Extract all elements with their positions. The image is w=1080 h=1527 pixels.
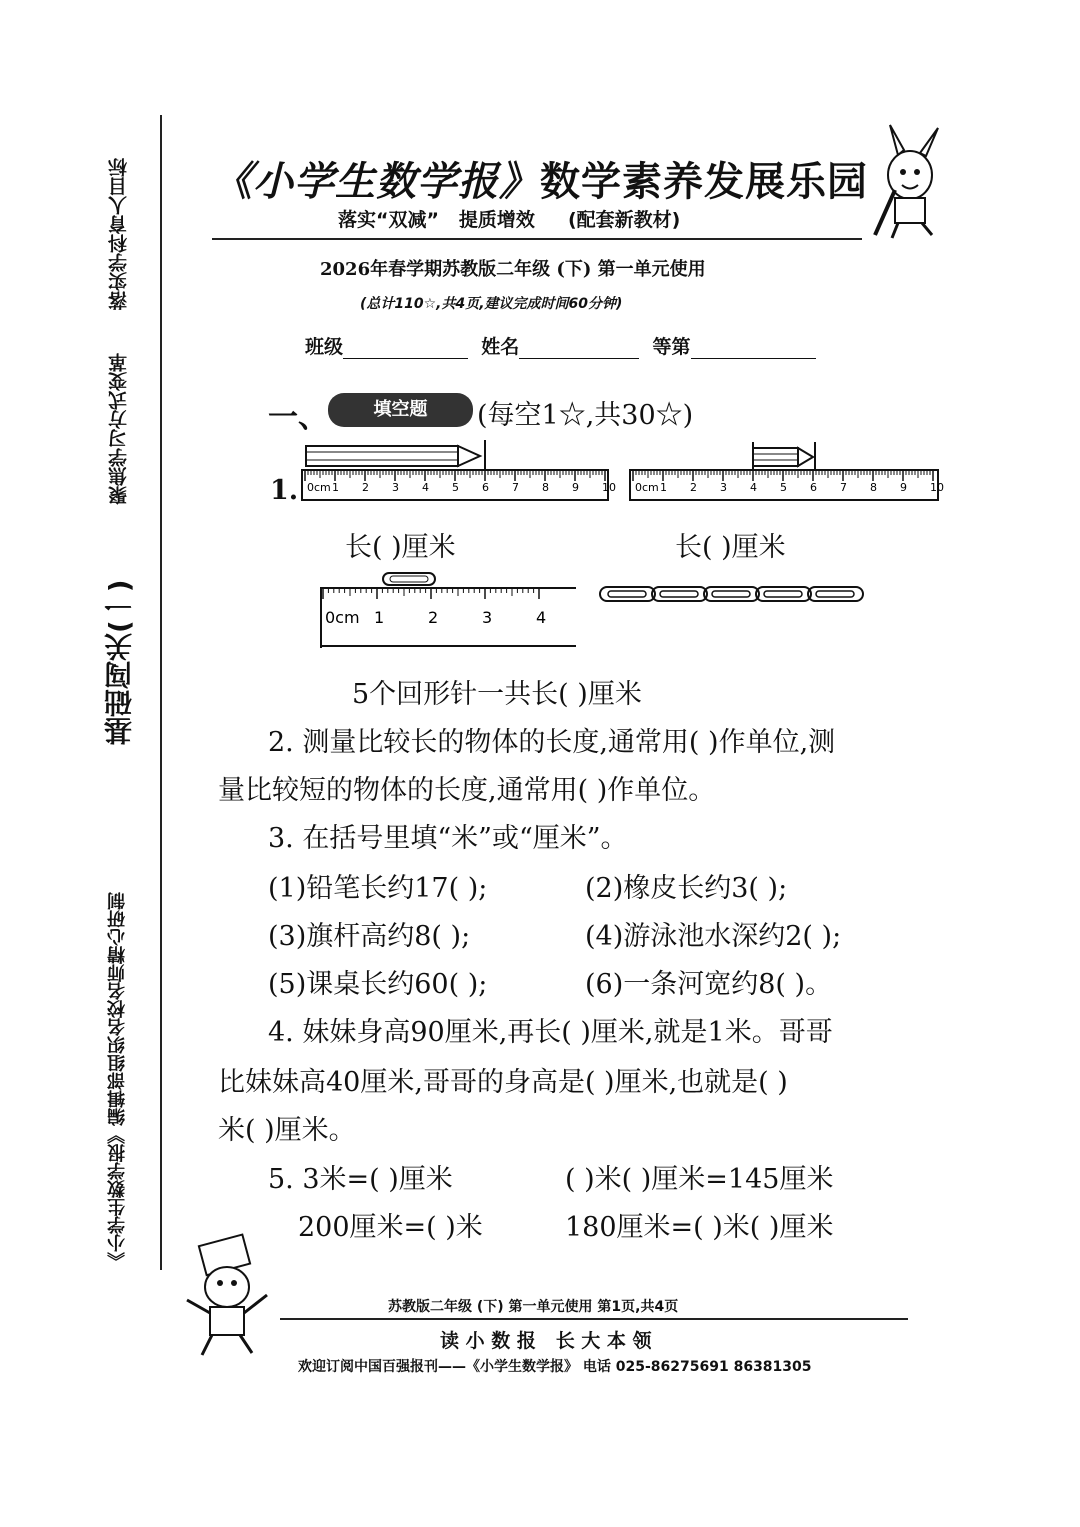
brand-name: 《小学生数学报》: [212, 158, 540, 205]
q1-length-b: 长( )厘米: [675, 532, 786, 563]
q3-item-6: (6)一条河宽约8( )。: [585, 969, 833, 1000]
q1-number: 1.: [270, 475, 299, 506]
ruler-tick-label: 8: [870, 481, 877, 494]
q3-item-2: (2)橡皮长约3( );: [585, 873, 788, 904]
ruler-tick-label: 5: [452, 481, 459, 494]
section1-banner: [328, 393, 473, 427]
grade-label: 等第: [652, 336, 691, 358]
ruler-tick-label: 4: [536, 608, 547, 627]
q4-line2: 比妹妹高40厘米,哥哥的身高是( )厘米,也就是( ): [218, 1067, 788, 1098]
paperclip-inner: [816, 591, 854, 597]
ruler-tick-label: 1: [332, 481, 339, 494]
paperclip-inner: [764, 591, 802, 597]
edition-line: 2026年春学期苏教版二年级 (下) 第一单元使用: [320, 259, 706, 280]
class-field[interactable]: [343, 338, 468, 359]
q3-title: 3. 在括号里填“米”或“厘米”。: [268, 823, 628, 854]
section1-number: 一、: [268, 400, 328, 435]
ruler-unit-label: 0cm: [635, 481, 659, 494]
footer-edition: 苏教版二年级 (下) 第一单元使用 第1页,共4页: [388, 1299, 679, 1315]
paperclip-inner: [712, 591, 750, 597]
header-rule: [212, 238, 862, 240]
exam-note: (总计110☆,共4页,建议完成时间60分钟): [360, 296, 623, 312]
tag-quality: 提质增效: [458, 209, 535, 231]
grade-field[interactable]: [691, 338, 816, 359]
ruler-tick-label: 3: [720, 481, 727, 494]
q1-clips-question: 5个回形针一共长( )厘米: [352, 679, 642, 710]
section-title: 数学素养发展乐园: [540, 158, 868, 205]
ruler-tick-label: 1: [660, 481, 667, 494]
name-label: 姓名: [481, 336, 520, 358]
ruler-tick-label: 10: [602, 481, 616, 494]
sidebar-divider: [160, 115, 162, 1270]
q5-a: 5. 3米=( )厘米: [268, 1164, 453, 1195]
ruler-tick-label: 2: [362, 481, 369, 494]
ruler-tick-label: 6: [482, 481, 489, 494]
ruler-tick-label: 4: [422, 481, 429, 494]
paperclip-inner: [608, 591, 646, 597]
ruler-tick-label: 6: [810, 481, 817, 494]
ruler-unit-label: 0cm: [325, 608, 360, 627]
q4-line1: 4. 妹妹身高90厘米,再长( )厘米,就是1米。哥哥: [268, 1017, 833, 1048]
ruler-tick-label: 8: [542, 481, 549, 494]
q5-c: 200厘米=( )米: [298, 1212, 483, 1243]
ruler-unit-label: 0cm: [307, 481, 331, 494]
student-info-row: [305, 332, 816, 359]
q3-item-4: (4)游泳池水深约2( );: [585, 921, 842, 952]
q1-length-a: 长( )厘米: [345, 532, 456, 563]
ruler-tick-label: 9: [900, 481, 907, 494]
q3-item-1: (1)铅笔长约17( );: [268, 873, 488, 904]
ruler-small: [318, 568, 580, 650]
section1-score: (每空1☆,共30☆): [477, 400, 694, 431]
ruler-tick-label: 7: [512, 481, 519, 494]
masthead-tags: [338, 205, 680, 232]
sidebar-text-top: 落实学科育人目标: [108, 158, 130, 310]
ruler-tick-label: 2: [690, 481, 697, 494]
masthead-title: [212, 150, 868, 207]
ruler-tick-label: 10: [930, 481, 944, 494]
footer-rule: [280, 1318, 908, 1320]
section1-banner-text: 填空题: [373, 399, 428, 420]
ruler-tick-label: 4: [750, 481, 757, 494]
ruler-tick-label: 2: [428, 608, 439, 627]
sidebar-section-title: 基础闯关(一): [103, 579, 136, 745]
q4-line3: 米( )厘米。: [218, 1115, 356, 1146]
ruler-tick-label: 1: [374, 608, 385, 627]
ruler-tick-label: 3: [392, 481, 399, 494]
paperclip-inner: [660, 591, 698, 597]
name-field[interactable]: [519, 338, 639, 359]
sidebar-text-bottom: 《小学生数学报》编辑部组织名校名师精心研制: [107, 892, 128, 1270]
q2-line2: 量比较短的物体的长度,通常用( )作单位。: [218, 775, 716, 806]
ruler-tick-label: 5: [780, 481, 787, 494]
q5-d: 180厘米=( )米( )厘米: [565, 1212, 834, 1243]
ruler-tick-label: 9: [572, 481, 579, 494]
tag-double-reduction: 落实“双减”: [338, 209, 439, 231]
ruler-b: [628, 440, 944, 505]
q3-item-5: (5)课桌长约60( );: [268, 969, 488, 1000]
q5-b: ( )米( )厘米=145厘米: [565, 1164, 834, 1195]
sidebar-text-mid: 聚焦学习方式变革: [108, 353, 130, 505]
ruler-tick-label: 3: [482, 608, 493, 627]
footer-contact: 欢迎订阅中国百强报刊——《小学生数学报》 电话 025-86275691 86381305: [298, 1359, 812, 1375]
ruler-a: [300, 440, 616, 505]
footer-slogan: 读 小 数 报 长 大 本 领: [440, 1330, 652, 1352]
class-label: 班级: [305, 336, 344, 358]
mascot-footer-icon: [172, 1235, 282, 1360]
mascot-rabbit-icon: [860, 120, 960, 245]
tag-new-textbook: (配套新教材): [567, 209, 681, 231]
q3-item-3: (3)旗杆高约8( );: [268, 921, 471, 952]
paperclips-row: [598, 583, 860, 607]
ruler-tick-label: 7: [840, 481, 847, 494]
q2-line1: 2. 测量比较长的物体的长度,通常用( )作单位,测: [268, 727, 836, 758]
